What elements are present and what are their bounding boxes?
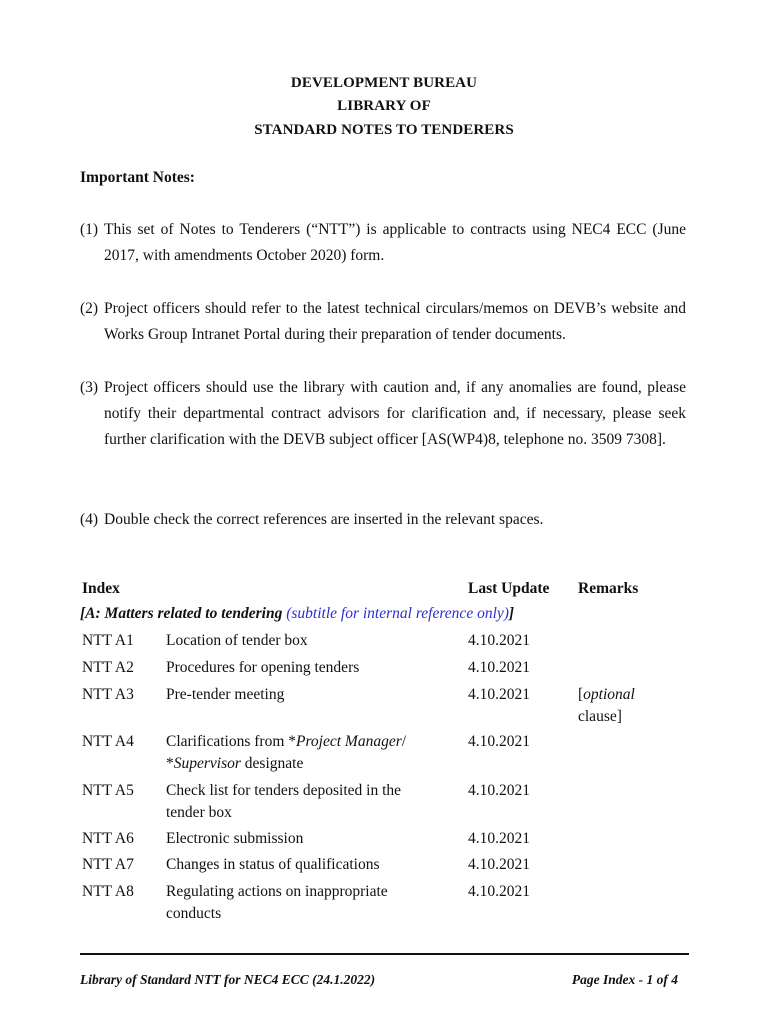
row-id: NTT A6 [82,830,134,847]
footer-page-number: Page Index - 1 of 4 [571,972,678,987]
row-title: Procedures for opening tenders [166,659,360,676]
row-title: Regulating actions on inappropriate conducts [166,883,388,922]
row-date: 4.10.2021 [468,659,530,676]
row-id: NTT A1 [82,632,134,649]
note-number: (3) [80,379,99,396]
note-text: Project officers should refer to the latest technical circulars/memos on DEVB’s website and Works Group Intranet Portal during their preparation of tender documents. [104,300,686,343]
row-id: NTT A4 [82,733,134,750]
title-italic: Supervisor [173,755,241,772]
row-title: Electronic submission [166,830,304,847]
column-header-index: Index [82,580,120,597]
row-date: 4.10.2021 [468,856,530,873]
note-number: (2) [80,300,99,317]
row-date: 4.10.2021 [468,830,530,847]
row-date: 4.10.2021 [468,686,530,703]
remarks-italic: optional [583,686,635,703]
note-4 [80,507,686,533]
remarks-open: [ [578,686,584,703]
title-part: Clarifications from * [166,733,296,750]
row-remarks [578,684,688,728]
row-title: Location of tender box [166,632,308,649]
header-line-1: DEVELOPMENT BUREAU [290,75,478,91]
row-date: 4.10.2021 [468,632,530,649]
row-id: NTT A8 [82,883,134,900]
footer-document-title: Library of Standard NTT for NEC4 ECC (24.1.2022) [80,972,376,987]
note-text: This set of Notes to Tenderers (“NTT”) is applicable to contracts using NEC4 ECC (June 2017, with amendments October 2020) form. [104,221,686,264]
note-number: (4) [80,511,99,528]
row-id: NTT A2 [82,659,134,676]
header-line-3: STANDARD NOTES TO TENDERERS [254,122,514,138]
row-id: NTT A5 [82,782,134,799]
row-id: NTT A7 [82,856,134,873]
note-text: Project officers should use the library with caution and, if any anomalies are found, please notify their departmental contract advisors for clarification and, if necessary, please seek further clarification with the DEVB subject officer [AS(WP4)8, telephone no. 3509 7308]. [104,379,686,448]
row-title: Check list for tenders deposited in the tender box [166,782,402,821]
section-close-bracket: ] [508,605,515,622]
footer-divider [80,953,689,955]
column-header-remarks: Remarks [578,580,639,597]
note-number: (1) [80,221,99,238]
note-1 [80,217,686,269]
section-subtitle: (subtitle for internal reference only) [286,605,509,622]
header-line-2: LIBRARY OF [337,98,431,114]
title-italic: Project Manager [296,733,402,750]
row-date: 4.10.2021 [468,883,530,900]
row-id: NTT A3 [82,686,134,703]
remarks-close: clause] [578,708,622,725]
row-title [166,731,456,775]
note-3 [80,375,686,453]
title-part: designate [240,755,304,772]
section-heading-a [80,605,514,623]
row-date: 4.10.2021 [468,733,530,750]
column-header-last-update: Last Update [468,580,550,597]
note-2 [80,296,686,348]
important-notes-heading: Important Notes: [80,169,195,186]
title-part: / * [166,733,407,772]
row-title: Changes in status of qualifications [166,856,380,873]
row-date: 4.10.2021 [468,782,530,799]
note-text: Double check the correct references are inserted in the relevant spaces. [104,511,544,528]
section-title: [A: Matters related to tendering [80,605,287,622]
row-title: Pre-tender meeting [166,686,285,703]
